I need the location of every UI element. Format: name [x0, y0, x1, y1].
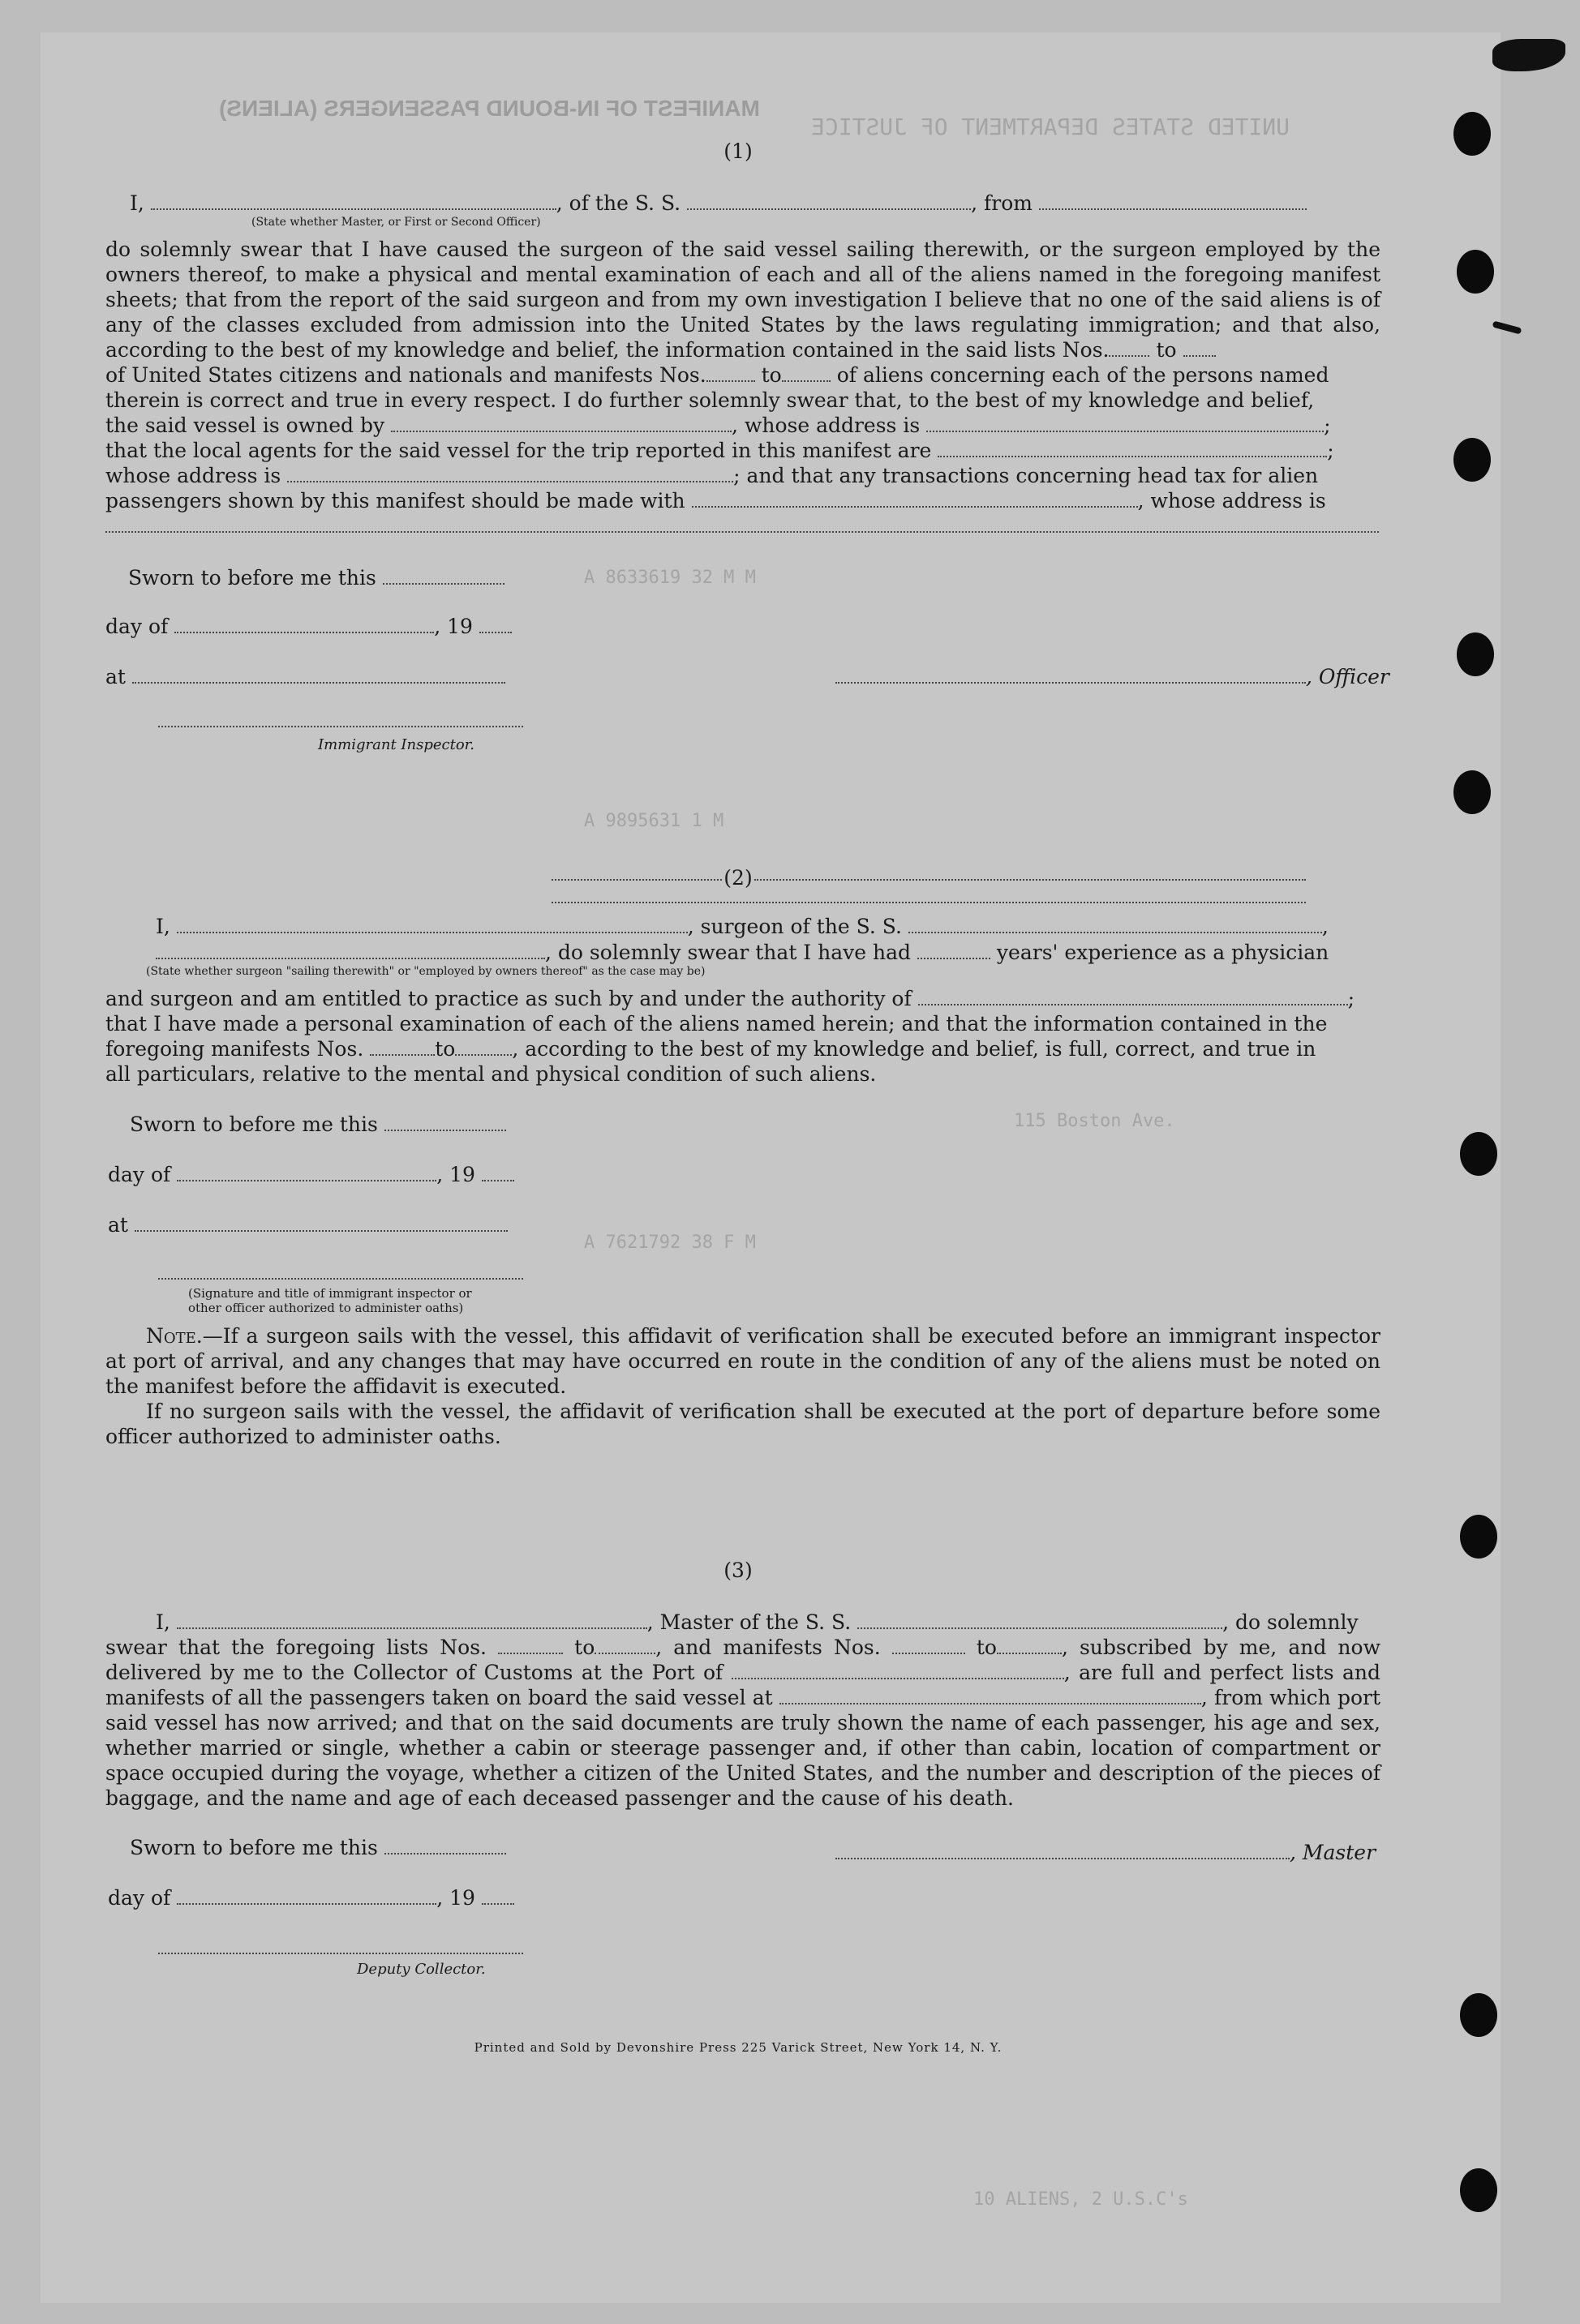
bleed-through-text: MANIFEST OF IN-BOUND PASSENGERS (ALIENS)	[219, 96, 760, 121]
lists-from-field	[1109, 339, 1149, 357]
note-label: Note.	[146, 1324, 203, 1348]
s2-at-line	[108, 1213, 508, 1237]
s1-at-field	[132, 666, 505, 684]
s2-years: years' experience as a physician	[996, 941, 1329, 964]
surgeon-name-field	[177, 915, 688, 933]
s2-sig-caption-1: (Signature and title of immigrant inspector or	[188, 1286, 472, 1301]
s1-whose-address-is: whose address is	[105, 464, 281, 487]
s3-sworn-date-field	[384, 1837, 506, 1854]
s1-owned-by: the said vessel is owned by	[105, 414, 385, 437]
s2-line1: I, , surgeon of the S. S. ,	[156, 915, 1329, 938]
s2-line2	[156, 941, 1329, 964]
s1-aliens-text: of aliens concerning each of the persons named	[836, 363, 1329, 387]
s1-body: do solemnly swear that I have caused the surgeon of the said vessel sailing therewith, or the surgeon employed by the owners thereof, to make a physical and mental examination of each and all of the aliens named in the foregoing manifest sheets; that from the report of the said surgeon and from my own investigation I believe that no one of the said aliens is of any of the classes excluded from admission into the United States by the laws regulating immigration; and that also, according to the best of my knowledge and belief, the information contained in the said lists Nos. to of United States citizens and nationals and manifests Nos. to of aliens concerning each of the persons named therein is correct and true in every respect. I do further solemnly swear that, to the best of my knowledge and belief, the said vessel is owned by , whose address is ; that the local agents for the said vessel for the trip reported in this manifest are ; whose address is ; and that any transactions concerning head tax for alien passengers shown by this manifest should be made with , whose address is	[105, 237, 1380, 538]
years-field	[917, 941, 990, 959]
s3-manifests-from-field	[892, 1636, 965, 1654]
s2-exam: that I have made a personal examination of each of the aliens named herein; and that the information contained in the	[105, 1012, 1328, 1036]
s2-note	[105, 1323, 1380, 1449]
s1-year: , 19	[434, 615, 473, 638]
s2-sig-caption-2: other officer authorized to administer oaths)	[188, 1301, 464, 1315]
s2-signature-line	[158, 1278, 523, 1280]
s1-day-of: day of	[105, 615, 169, 638]
s2-sworn-date-field	[384, 1113, 506, 1131]
s2-manifests-from-field	[370, 1038, 435, 1056]
owner-field	[391, 414, 732, 432]
punch-hole	[1460, 1515, 1497, 1559]
s3-port-field	[732, 1662, 1064, 1679]
s1-whose-address-end: , whose address is	[1137, 489, 1326, 512]
s2-particulars: all particulars, relative to the mental and physical condition of such aliens.	[105, 1062, 877, 1086]
bleed-through-text: A 7621792 38 F M	[584, 1233, 756, 1253]
s3-day-of: day of	[108, 1886, 171, 1910]
s2-day-field	[177, 1164, 436, 1181]
head-tax-contact-field	[692, 490, 1138, 508]
s1-to: to	[1156, 338, 1177, 362]
printer-imprint: Printed and Sold by Devonshire Press 225 Varick Street, New York 14, N. Y.	[474, 2040, 1003, 2055]
s3-perfect-lists: , are full and perfect lists and manifests of all the passengers taken on board the said vessel at	[105, 1661, 1381, 1709]
lists-to-field	[1183, 339, 1216, 357]
s2-year: , 19	[436, 1163, 475, 1186]
s1-day-line	[105, 615, 512, 638]
s2-manifests-to-field	[455, 1038, 512, 1056]
local-agents-field	[938, 440, 1327, 457]
s3-collector: , subscribed by me, and now delivered by me to the Collector of Customs at the Port of	[105, 1636, 1380, 1684]
section-2-heading: (2)	[723, 866, 753, 890]
from-port-field	[1039, 192, 1307, 210]
s1-officer: , Officer	[1306, 665, 1389, 688]
punch-hole	[1457, 632, 1494, 676]
manifests-from-field	[706, 364, 755, 382]
s2-sworn-line	[130, 1113, 506, 1136]
bleed-through-text: A 9895631 1 M	[584, 811, 724, 831]
s2-at-field	[135, 1214, 508, 1232]
s3-lists-to-field	[595, 1636, 655, 1654]
s2-sworn: Sworn to before me this	[130, 1113, 378, 1136]
s2-authority: and surgeon and am entitled to practice as such by and under the authority of	[105, 987, 912, 1010]
s3-master-signature-field	[835, 1842, 1290, 1859]
s3-master-of: , Master of the S. S.	[646, 1610, 852, 1634]
bleed-through-text: A 8633619 32 M M	[584, 568, 756, 588]
s2-according: , according to the best of my knowledge and belief, is full, correct, and true in	[512, 1037, 1316, 1061]
bleed-through-text: 10 ALIENS, 2 U.S.C's	[973, 2189, 1188, 2210]
punch-hole	[1453, 770, 1491, 814]
s3-day-field	[177, 1887, 436, 1905]
s3-deputy-collector: Deputy Collector.	[357, 1961, 486, 1978]
s1-at: at	[105, 665, 126, 688]
s1-sworn-line	[128, 566, 504, 590]
s1-citizens-text: of United States citizens and nationals and manifests Nos.	[105, 363, 706, 387]
surgeon-type-field	[156, 941, 545, 959]
s2-foregoing: foregoing manifests Nos.	[105, 1037, 364, 1061]
s1-whose-address: , whose address is	[732, 414, 921, 437]
s2-vessel-field	[908, 915, 1322, 933]
bleed-through-text: 115 Boston Ave.	[1014, 1111, 1175, 1131]
s1-day-field	[174, 615, 434, 633]
bleed-through-text: UNITED STATES DEPARTMENT OF JUSTICE	[811, 114, 1290, 140]
s2-body: and surgeon and am entitled to practice as such by and under the authority of ; that I have made a personal examination of each of the aliens named herein; and that the information contained in the foregoing manifests Nos. to , according to the best of my knowledge and belief, is full, correct, and true in all particulars, relative to the mental and physical condition of such aliens.	[105, 987, 1355, 1086]
s1-immigrant-inspector: Immigrant Inspector.	[318, 736, 475, 753]
s2-day-of: day of	[108, 1163, 171, 1186]
s2-solemnly: , do solemnly swear that I have had	[545, 941, 912, 964]
s2-i: I,	[156, 915, 170, 938]
section-1-heading: (1)	[723, 139, 753, 163]
s3-master: , Master	[1290, 1841, 1376, 1864]
s2-heading-rule	[754, 879, 1306, 881]
agent-address-field	[287, 465, 733, 482]
s1-from: , from	[971, 191, 1033, 215]
s1-of-ss: , of the S. S.	[556, 191, 681, 215]
s3-departure-port-field	[779, 1687, 1201, 1704]
s3-manifests: , and manifests Nos.	[655, 1636, 881, 1659]
ink-blot	[1492, 39, 1565, 71]
s3-lists-from-field	[498, 1636, 563, 1654]
s3-master-sig-line	[835, 1841, 1376, 1864]
master-name-field	[151, 192, 556, 210]
s1-year-field	[479, 615, 512, 633]
inspector-signature-line	[158, 726, 523, 727]
s2-year-field	[482, 1164, 514, 1181]
s1-head-tax: ; and that any transactions concerning head tax for alien	[733, 464, 1319, 487]
s1-body-text: do solemnly swear that I have caused the surgeon of the said vessel sailing therewith, or the surgeon employed by the owners thereof, to make a physical and mental examination of each and all of the aliens named in the foregoing manifest sheets; that from the report of the said surgeon and from my own investigation I believe that no one of the said aliens is of any of the classes excluded from admission into the United States by the laws regulating immigration; and that also, according to the best of my knowledge and belief, the information contained in the said lists Nos.	[105, 238, 1380, 362]
s3-body: swear that the foregoing lists Nos. to , and manifests Nos. to , subscribed by me, and now delivered by me to the Collector of Customs at the Port of , are full and perfect lists and manifests of all the passengers taken on board the said vessel at , from which port said vessel has now arrived; and that on the said documents are truly shown the name of each passenger, his age and sex, whether married or single, whether a cabin or steerage passenger and, if other than cabin, location of compartment or space occupied during the voyage, whether a citizen of the United States, and the number and description of the pieces of baggage, and the name and age of each deceased passenger and the cause of his death.	[105, 1636, 1381, 1810]
note-text-2: If no surgeon sails with the vessel, the affidavit of verification shall be executed at the port of departure before some officer authorized to administer oaths.	[105, 1400, 1380, 1448]
punch-hole	[1457, 250, 1494, 294]
s1-therein-text: therein is correct and true in every respect. I do further solemnly swear that, to the best of my knowledge and belief,	[105, 388, 1315, 412]
vessel-name-field	[687, 192, 971, 210]
s1-sworn-date-field	[383, 567, 504, 585]
punch-hole	[1460, 1132, 1497, 1176]
s2-heading-rule	[552, 902, 1306, 903]
s3-i: I,	[156, 1610, 170, 1634]
punch-hole	[1460, 2168, 1497, 2212]
section-3-heading: (3)	[723, 1559, 753, 1582]
authority-field	[918, 988, 1348, 1005]
s1-passengers: passengers shown by this manifest should be made with	[105, 489, 685, 512]
s1-officer-line	[835, 665, 1389, 688]
s3-sworn: Sworn to before me this	[130, 1836, 378, 1859]
s1-line1	[130, 191, 1307, 215]
deputy-collector-signature-line	[158, 1953, 523, 1954]
s1-local-agents: that the local agents for the said vessel for the trip reported in this manifest are	[105, 439, 932, 462]
s1-sworn: Sworn to before me this	[128, 566, 376, 590]
s3-year-field	[482, 1887, 514, 1905]
punch-hole	[1460, 1993, 1497, 2037]
s3-manifests-to-field	[997, 1636, 1062, 1654]
note-text: —If a surgeon sails with the vessel, this affidavit of verification shall be executed before an immigrant inspector at port of arrival, and any changes that may have occurred en route in the condition of any of the aliens must be noted on the manifest before the affidavit is executed.	[105, 1324, 1380, 1398]
s3-do-solemnly: , do solemnly	[1222, 1610, 1359, 1634]
s3-lists: swear that the foregoing lists Nos.	[105, 1636, 487, 1659]
owner-address-field	[926, 414, 1324, 432]
manifests-to-field	[782, 364, 831, 382]
s3-vessel-field	[857, 1611, 1222, 1629]
s3-line1	[156, 1610, 1359, 1634]
s1-officer-caption: (State whether Master, or First or Second Officer)	[251, 216, 541, 229]
s3-master-name-field	[177, 1611, 647, 1629]
s1-at-line	[105, 665, 505, 688]
s3-body-text: , from which port said vessel has now arrived; and that on the said documents are truly shown the name of each passenger, his age and sex, whether married or single, whether a cabin or steerage passenger and, if other than cabin, location of compartment or space occupied during the voyage, whether a citizen of the United States, and the number and description of the pieces of baggage, and the name and age of each deceased passenger and the cause of his death.	[105, 1686, 1380, 1810]
s2-surgeon-of: , surgeon of the S. S.	[687, 915, 902, 938]
head-tax-address-field	[105, 515, 1379, 533]
s2-at: at	[108, 1213, 128, 1237]
punch-hole	[1453, 438, 1491, 482]
s1-to: to	[761, 363, 782, 387]
officer-signature-field	[835, 666, 1306, 684]
s3-day-line	[108, 1886, 514, 1910]
s3-year: , 19	[436, 1886, 475, 1910]
s2-surgeon-caption: (State whether surgeon "sailing therewith" or "employed by owners thereof" as the case may be)	[146, 965, 706, 978]
s2-day-line	[108, 1163, 514, 1186]
s1-i: I,	[130, 191, 144, 215]
s3-sworn-line	[130, 1836, 506, 1859]
